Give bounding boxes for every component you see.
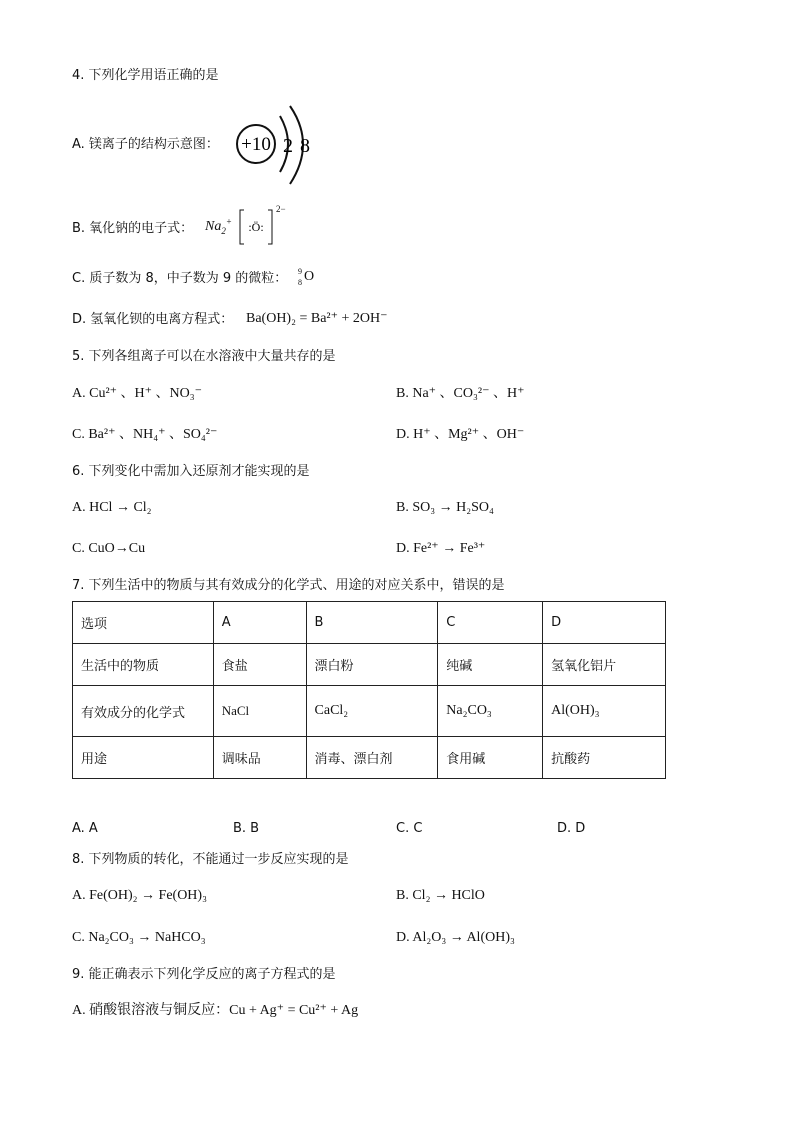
table-row [73, 737, 666, 779]
q8-stem: 8. 下列物质的转化，不能通过一步反应实现的是 [72, 852, 349, 867]
q4-stem: 4. 下列化学用语正确的是 [72, 68, 219, 83]
q6-stem: 6. 下列变化中需加入还原剂才能实现的是 [72, 464, 310, 479]
table-row [73, 644, 666, 686]
table-cell: 食盐 [213, 644, 306, 686]
table-cell: C [438, 602, 543, 644]
q9-stem: 9. 能正确表示下列化学反应的离子方程式的是 [72, 967, 336, 982]
q8-option-b: B. Cl₂ → HClO [396, 888, 485, 903]
q4-option-d-label: D. 氢氧化钡的电离方程式： [72, 312, 234, 327]
table-row [73, 686, 666, 737]
nucleus-charge: +10 [241, 134, 271, 155]
q4-option-b-label: B. 氧化钠的电子式： [72, 221, 194, 236]
q6-option-d: D. Fe²⁺ → Fe³⁺ [396, 541, 486, 556]
table-cell: D [543, 602, 666, 644]
q7-option-b: B. B [233, 821, 260, 836]
q6-option-c: C. CuO→Cu [72, 541, 146, 556]
table-cell: 纯碱 [438, 644, 543, 686]
q7-stem: 7. 下列生活中的物质与其有效成分的化学式、用途的对应关系中，错误的是 [72, 578, 505, 593]
table-cell: 调味品 [213, 737, 306, 779]
q4-option-c-label: C. 质子数为 8，中子数为 9 的微粒： [72, 271, 288, 286]
table-cell: Al(OH)₃ [543, 686, 666, 737]
shell-1-electrons: 2 [283, 135, 293, 157]
q8-option-c: C. Na₂CO₃ → NaHCO₃ [72, 930, 206, 945]
q6-option-b: B. SO₃ → H₂SO₄ [396, 500, 494, 515]
oxide-charge: 2− [276, 204, 286, 214]
table-cell: Na₂CO₃ [438, 686, 543, 737]
nuclide-mass-number: 9 [298, 267, 302, 276]
oxide-bracket [238, 208, 278, 248]
q5-option-c: C. Ba²⁺ 、NH₄⁺ 、SO₄²⁻ [72, 427, 218, 442]
q5-option-b: B. Na⁺ 、CO₃²⁻ 、H⁺ [396, 386, 525, 401]
q5-option-a: A. Cu²⁺ 、H⁺ 、NO₃⁻ [72, 386, 203, 401]
q7-option-a: A. A [72, 821, 98, 836]
table-cell: NaCl [213, 686, 306, 737]
table-cell: 选项 [73, 602, 214, 644]
oxide-electron-dot: :Ö: [248, 220, 264, 234]
table-cell: 用途 [73, 737, 214, 779]
q5-option-d: D. H⁺ 、Mg²⁺ 、OH⁻ [396, 427, 525, 442]
q6-option-a: A. HCl → Cl₂ [72, 500, 152, 515]
table-cell: A [213, 602, 306, 644]
table-cell: 漂白粉 [306, 644, 438, 686]
table-cell: 消毒、漂白剂 [306, 737, 438, 779]
sodium-symbol: $Na_2^+$ [205, 216, 232, 236]
nuclide-symbol: O [304, 269, 315, 284]
q8-option-a: A. Fe(OH)₂ → Fe(OH)₃ [72, 888, 207, 903]
table-row [73, 602, 666, 644]
table-cell: B [306, 602, 438, 644]
q7-table [72, 601, 666, 779]
q4-option-d-formula: Ba(OH)₂ = Ba²⁺ + 2OH⁻ [246, 311, 388, 326]
table-cell: 食用碱 [438, 737, 543, 779]
table-cell: 生活中的物质 [73, 644, 214, 686]
q7-option-c: C. C [396, 821, 423, 836]
q5-stem: 5. 下列各组离子可以在水溶液中大量共存的是 [72, 349, 336, 364]
table-cell: 氢氧化铝片 [543, 644, 666, 686]
nuclide-atomic-number: 8 [298, 278, 302, 287]
table-cell: CaCl₂ [306, 686, 438, 737]
magnesium-ion-structure-diagram [230, 100, 320, 190]
q9-option-a: A. 硝酸银溶液与铜反应：Cu + Ag⁺ = Cu²⁺ + Ag [72, 1003, 359, 1018]
q7-option-d: D. D [557, 821, 586, 836]
q8-option-d: D. Al₂O₃ → Al(OH)₃ [396, 930, 515, 945]
q4-option-a-label: A. 镁离子的结构示意图： [72, 137, 219, 152]
table-cell: 有效成分的化学式 [73, 686, 214, 737]
table-cell: 抗酸药 [543, 737, 666, 779]
shell-2-electrons: 8 [300, 135, 310, 157]
